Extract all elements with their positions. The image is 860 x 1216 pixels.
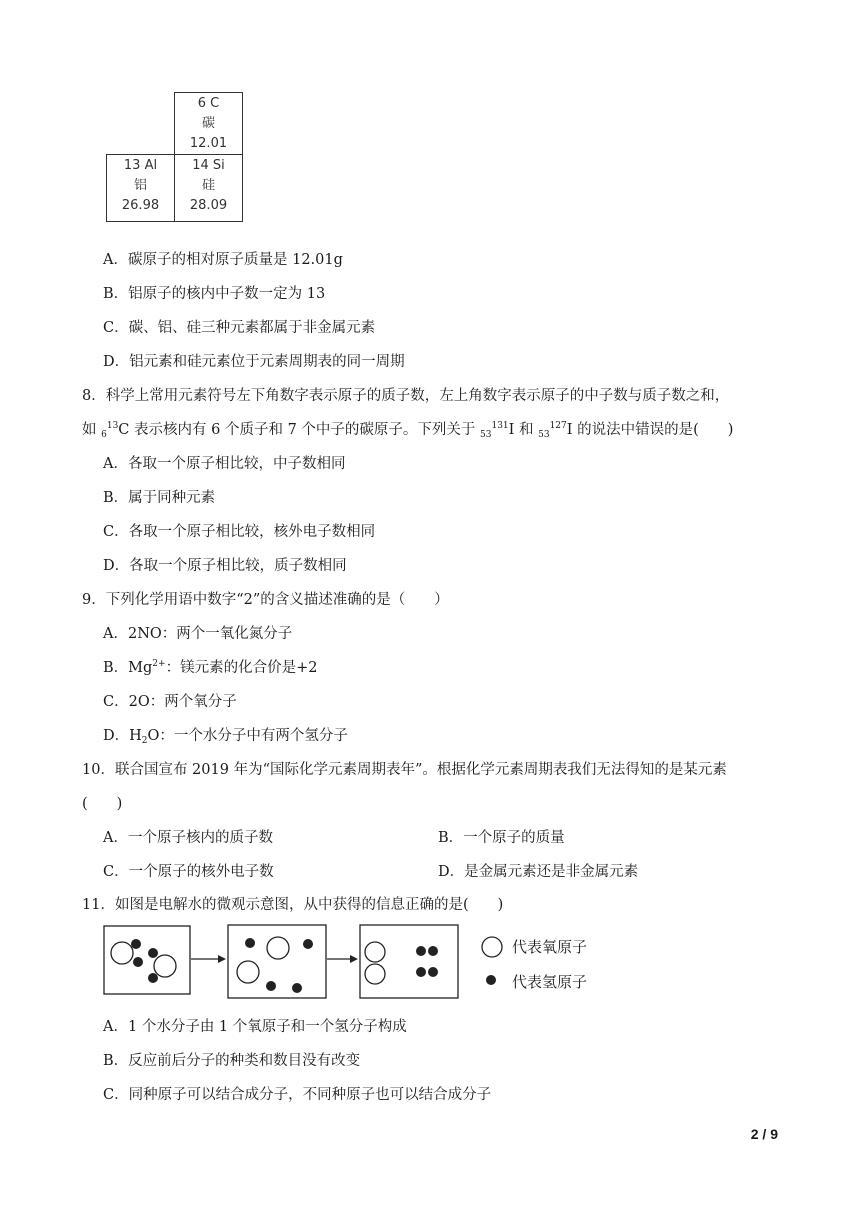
chemical-formula: H <box>129 728 142 744</box>
oxygen-atom-legend-icon <box>480 935 504 959</box>
hydrogen-atom-legend-icon <box>484 973 498 987</box>
q9-option-d <box>103 724 348 746</box>
q9-stem <box>82 588 449 609</box>
q11-stem <box>82 893 503 914</box>
option-text: 一个原子的质量 <box>463 830 565 846</box>
q11-option-b <box>103 1049 360 1070</box>
element-symbol: I <box>566 422 573 438</box>
option-letter: B． <box>438 830 464 846</box>
isotope-superscript: 13 <box>106 421 119 431</box>
option-letter: A． <box>103 830 128 846</box>
option-letter: A． <box>103 1019 128 1035</box>
option-letter: A． <box>103 252 128 268</box>
hydrogen-atom <box>148 973 158 983</box>
option-letter: C． <box>103 524 129 540</box>
option-text: 2O：两个氧分子 <box>128 694 237 710</box>
element-label: 14 Si <box>192 158 225 173</box>
element-mass: 28.09 <box>189 198 228 213</box>
option-text: 反应前后分子的种类和数目没有改变 <box>128 1053 361 1069</box>
option-text: 各取一个原子相比较，核外电子数相同 <box>128 524 376 540</box>
option-letter: D． <box>438 864 465 880</box>
q7-option-d <box>103 350 405 371</box>
hydrogen-atom <box>303 939 313 949</box>
element-cell-silicon <box>174 154 243 222</box>
q7-option-c <box>103 316 375 337</box>
option-letter: C． <box>103 694 129 710</box>
option-letter: B． <box>103 490 129 506</box>
isotope-subscript: 6 <box>101 430 107 440</box>
element-symbol: I <box>508 422 515 438</box>
q9-option-c <box>103 690 237 711</box>
question-number: 8． <box>82 388 106 404</box>
isotope-subscript: 53 <box>480 430 492 440</box>
element-name: 硅 <box>201 178 215 193</box>
option-text: 属于同种元素 <box>128 490 216 506</box>
option-letter: C． <box>103 1087 129 1103</box>
hydrogen-atom <box>292 983 302 993</box>
option-letter: D． <box>103 558 130 574</box>
option-text: 碳、铝、硅三种元素都属于非金属元素 <box>128 320 376 336</box>
option-text: 一个原子的核外电子数 <box>128 864 274 880</box>
option-letter: C． <box>103 864 129 880</box>
isotope-superscript: 131 <box>491 421 509 431</box>
option-letter: A． <box>103 626 128 642</box>
arrowhead <box>350 955 358 963</box>
option-letter: C． <box>103 320 129 336</box>
q9-option-b <box>103 656 317 677</box>
hydrogen-atom <box>266 981 276 991</box>
question-text: 如图是电解水的微观示意图，从中获得的信息正确的是( ) <box>114 897 504 913</box>
question-text: 下列化学用语中数字“2”的含义描述准确的是（ ） <box>105 592 449 608</box>
option-text: 各取一个原子相比较，中子数相同 <box>127 456 346 472</box>
option-letter: D． <box>103 354 130 370</box>
option-letter: B． <box>103 1053 129 1069</box>
option-letter: A． <box>103 456 128 472</box>
q10-option-b <box>438 826 565 847</box>
chemical-formula: O <box>147 728 160 744</box>
hydrogen-atom <box>428 946 438 956</box>
q8-option-a <box>103 452 345 473</box>
option-text: 碳原子的相对原子质量是 12.01g <box>127 252 343 268</box>
intermediate-box <box>228 925 326 998</box>
hydrogen-atom <box>416 967 426 977</box>
question-number: 9． <box>82 592 106 608</box>
question-text: 如 <box>82 422 102 438</box>
element-cell-aluminum <box>106 154 175 222</box>
option-text: 铝原子的核内中子数一定为 13 <box>128 286 326 302</box>
option-text: 铝元素和硅元素位于元素周期表的同一周期 <box>129 354 405 370</box>
q8-option-d <box>103 554 347 575</box>
isotope-superscript: 127 <box>549 421 567 431</box>
element-name: 铝 <box>133 178 147 193</box>
q7-option-b <box>103 282 325 303</box>
option-letter: D． <box>103 728 130 744</box>
q11-option-c <box>103 1083 491 1104</box>
hydrogen-atom <box>148 948 158 958</box>
element-name: 碳 <box>201 116 215 131</box>
option-letter: B． <box>103 286 129 302</box>
q10-stem <box>82 758 727 779</box>
question-text: 表示核内有 6 个质子和 7 个中子的碳原子。下列关于 <box>129 422 481 438</box>
q10-stem-paren: ( ) <box>82 796 123 812</box>
electrolysis-diagram <box>100 922 510 1002</box>
hydrogen-atom <box>428 967 438 977</box>
q11-option-a <box>103 1015 407 1036</box>
legend-hydrogen-label: 代表氢原子 <box>512 973 588 991</box>
question-text: 联合国宣布 2019 年为“国际化学元素周期表年”。根据化学元素周期表我们无法得知的是某元素 <box>114 762 727 778</box>
element-label: 6 C <box>197 96 220 111</box>
question-text: 科学上常用元素符号左下角数字表示原子的质子数，左上角数字表示原子的中子数与质子数之和， <box>105 388 730 404</box>
option-text: 同种原子可以结合成分子，不同种原子也可以结合成分子 <box>128 1087 492 1103</box>
q10-option-a <box>103 826 273 847</box>
page-number: 2 / 9 <box>750 1126 778 1142</box>
hydrogen-atom <box>416 946 426 956</box>
q10-option-c <box>103 860 274 881</box>
option-text: 1 个水分子由 1 个氧原子和一个氢分子构成 <box>127 1019 407 1035</box>
q9-option-a <box>103 622 292 643</box>
question-number: 11． <box>82 897 115 913</box>
option-text: 2NO：两个一氧化氮分子 <box>127 626 293 642</box>
before-reaction-box <box>104 926 190 994</box>
chemical-formula: Mg <box>128 660 153 676</box>
q8-stem-line2 <box>82 418 733 440</box>
arrowhead <box>218 955 226 963</box>
hydrogen-atom <box>131 939 141 949</box>
option-text: ：镁元素的化合价是+2 <box>165 660 318 676</box>
option-text: ：一个水分子中有两个氢分子 <box>159 728 348 744</box>
ion-charge: 2+ <box>152 659 166 669</box>
option-letter: B． <box>103 660 129 676</box>
q8-option-c <box>103 520 375 541</box>
option-text: 各取一个原子相比较，质子数相同 <box>129 558 347 574</box>
option-text: 一个原子核内的质子数 <box>127 830 273 846</box>
q7-option-a <box>103 248 343 269</box>
question-text: 和 <box>514 422 539 438</box>
option-text: 是金属元素还是非金属元素 <box>464 864 639 880</box>
q8-option-b <box>103 486 215 507</box>
element-symbol: C <box>118 422 130 438</box>
question-number: 10． <box>82 762 115 778</box>
q8-stem-line1 <box>82 384 729 405</box>
question-text: 的说法中错误的是( ) <box>572 422 734 438</box>
element-label: 13 Al <box>123 158 158 173</box>
hydrogen-atom <box>245 938 255 948</box>
element-mass: 26.98 <box>121 198 160 213</box>
isotope-subscript: 53 <box>538 430 550 440</box>
element-cell-carbon <box>174 92 243 155</box>
hydrogen-atom <box>133 957 143 967</box>
legend-oxygen-label: 代表氧原子 <box>512 938 588 956</box>
element-mass: 12.01 <box>189 136 228 151</box>
formula-subscript: 2 <box>141 736 148 746</box>
q10-option-d <box>438 860 638 881</box>
